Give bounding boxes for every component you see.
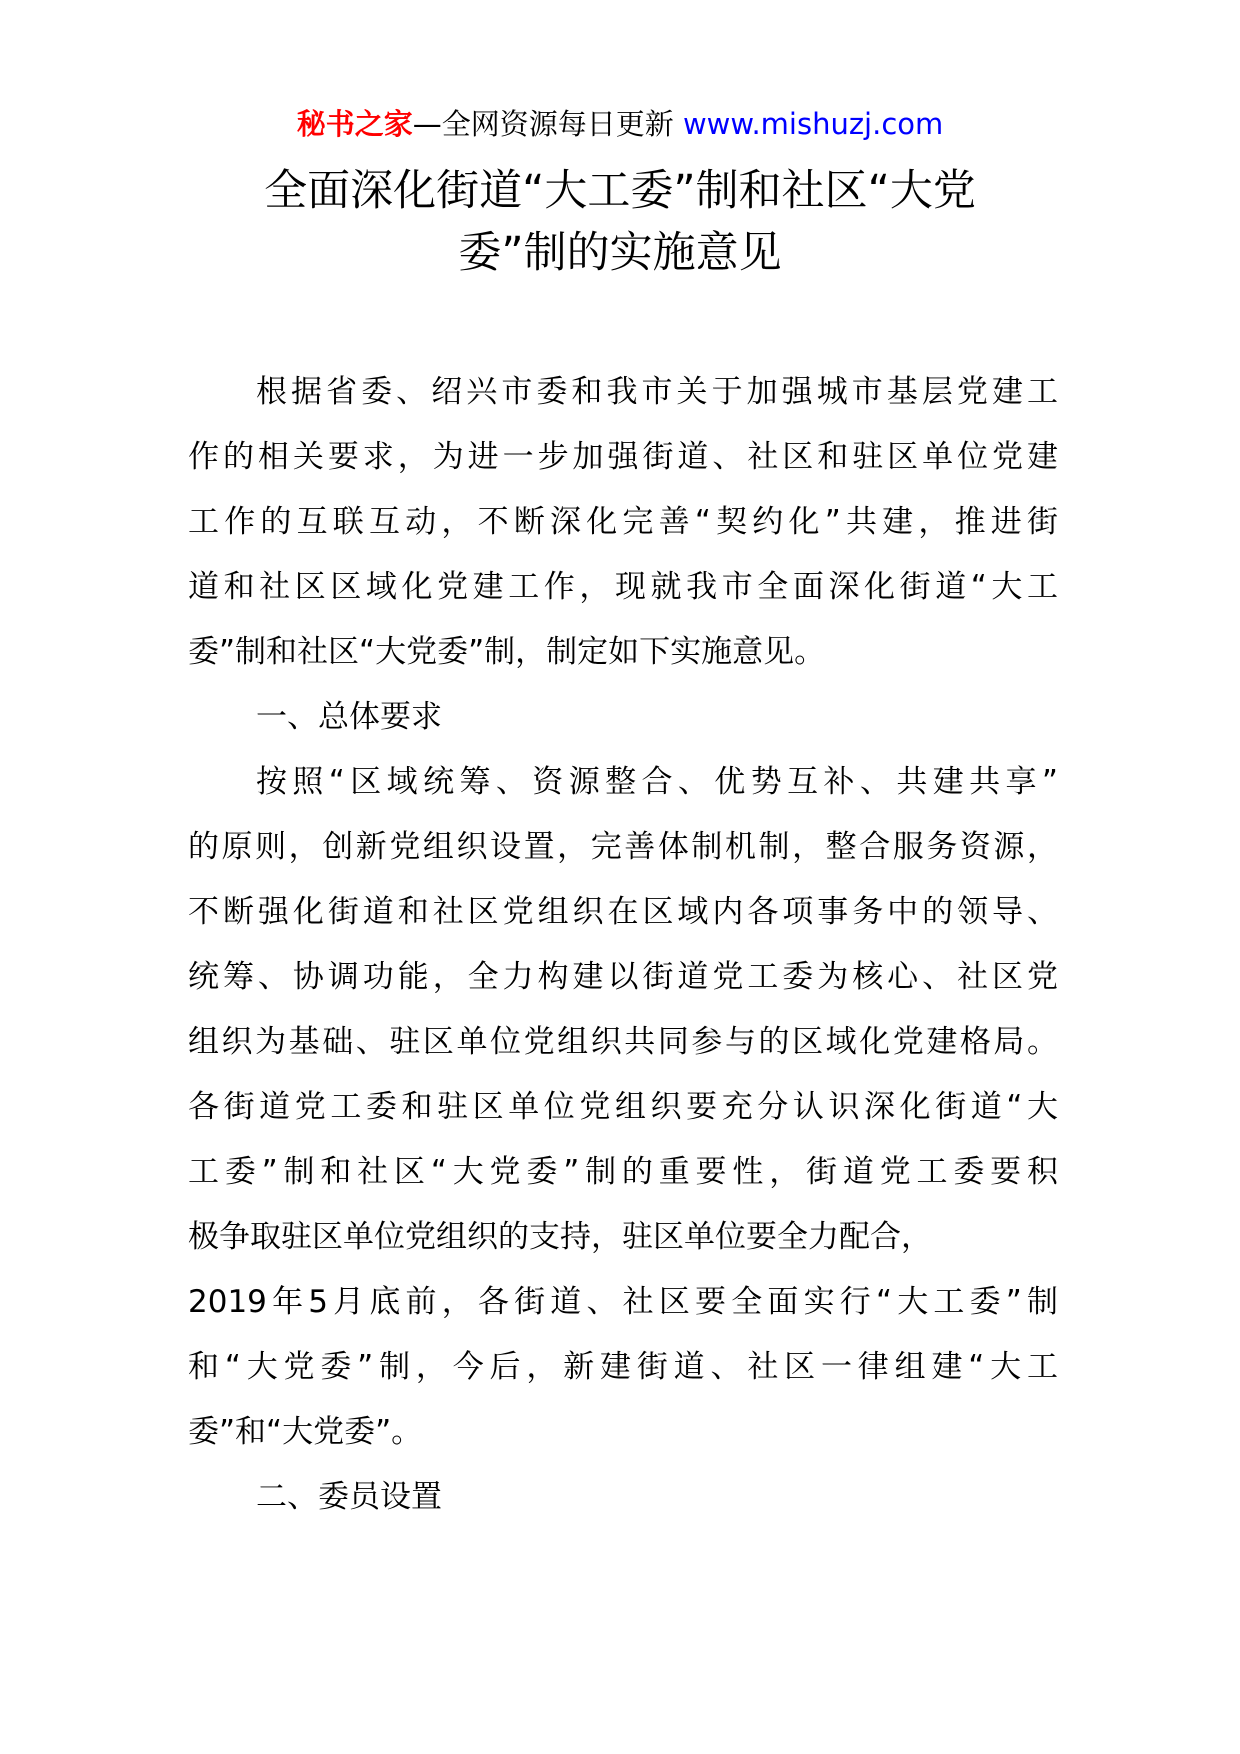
body-line: 按照“区域统筹、资源整合、优势互补、共建共享”	[256, 764, 1058, 800]
body-line: 的原则，创新党组织设置，完善体制机制，整合服务资源，	[188, 829, 1058, 865]
site-url-link[interactable]: www.mishuzj.com	[682, 107, 944, 141]
body-line: 作的相关要求，为进一步加强街道、社区和驻区单位党建	[188, 439, 1058, 475]
body-line: 委”和“大党委”。	[188, 1414, 423, 1450]
document-title	[150, 160, 1090, 284]
header-slogan: —全网资源每日更新	[412, 107, 683, 141]
body-line: 统筹、协调功能，全力构建以街道党工委为核心、社区党	[188, 959, 1058, 995]
body-line: 委”制和社区“大党委”制，制定如下实施意见。	[188, 634, 826, 670]
body-line: 不断强化街道和社区党组织在区域内各项事务中的领导、	[188, 894, 1058, 930]
body-line: 和“大党委”制，今后，新建街道、社区一律组建“大工	[188, 1349, 1058, 1385]
body-line: 根据省委、绍兴市委和我市关于加强城市基层党建工	[256, 374, 1058, 410]
body-line: 组织为基础、驻区单位党组织共同参与的区域化党建格局。	[188, 1024, 1058, 1060]
body-line: 极争取驻区单位党组织的支持，驻区单位要全力配合，	[188, 1219, 932, 1255]
site-header	[0, 104, 1240, 144]
brand-name: 秘书之家	[296, 107, 413, 141]
title-line-1: 全面深化街道“大工委”制和社区“大党	[264, 166, 976, 216]
body-line: 各街道党工委和驻区单位党组织要充分认识深化街道“大	[188, 1089, 1058, 1125]
section-heading: 二、委员设置	[256, 1479, 442, 1515]
section-heading: 一、总体要求	[256, 699, 442, 735]
body-line: 工委”制和社区“大党委”制的重要性，街道党工委要积	[188, 1154, 1058, 1190]
title-line-2: 委”制的实施意见	[458, 228, 782, 278]
body-line: 工作的互联互动，不断深化完善“契约化”共建，推进街	[188, 504, 1058, 540]
body-line: 道和社区区域化党建工作，现就我市全面深化街道“大工	[188, 569, 1058, 605]
document-body	[188, 360, 1058, 1530]
body-line: 2019年5月底前，各街道、社区要全面实行“大工委”制	[188, 1284, 1058, 1320]
